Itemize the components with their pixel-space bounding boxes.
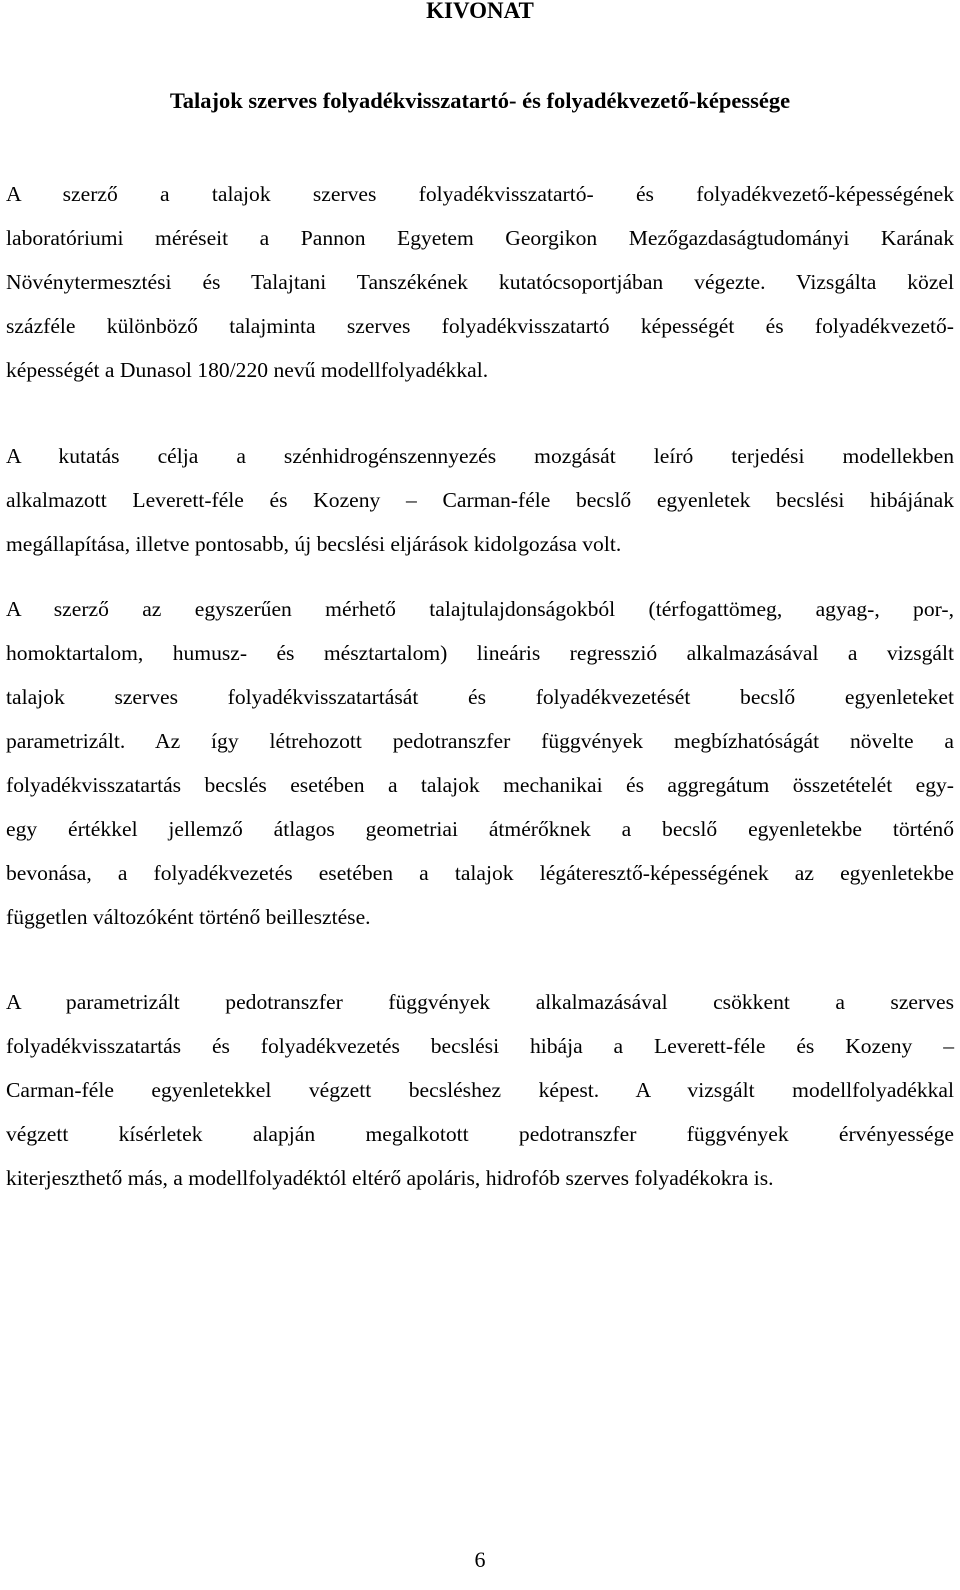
paragraph-3 <box>6 587 954 939</box>
page-number: 6 <box>474 1547 486 1572</box>
paragraph-line: megállapítása, illetve pontosabb, új becslési eljárások kidolgozása volt. <box>6 532 622 556</box>
paragraph-line: A szerző a talajok szerves folyadékvisszatartó- és folyadékvezető-képességének <box>6 182 954 206</box>
paragraph-line: egy értékkel jellemző átlagos geometriai átmérőknek a becslő egyenletekbe történő <box>6 817 954 841</box>
paragraph-line: A kutatás célja a szénhidrogénszennyezés mozgását leíró terjedési modellekben <box>6 444 954 468</box>
document-title: KIVONAT <box>426 0 534 23</box>
paragraph-line: bevonása, a folyadékvezetés esetében a talajok légáteresztő-képességének az egyenletekbe <box>6 861 954 885</box>
paragraph-line: százféle különböző talajminta szerves folyadékvisszatartó képességét és folyadékvezető- <box>6 314 954 338</box>
paragraph-line: Carman-féle egyenletekkel végzett becsléshez képest. A vizsgált modellfolyadékkal <box>6 1078 954 1102</box>
paragraph-line: parametrizált. Az így létrehozott pedotranszfer függvények megbízhatóságát növelte a <box>6 729 954 753</box>
paragraph-line: talajok szerves folyadékvisszatartását és folyadékvezetését becslő egyenleteket <box>6 685 954 709</box>
paragraph-line: kiterjeszthető más, a modellfolyadéktól eltérő apoláris, hidrofób szerves folyadékokra is. <box>6 1166 774 1190</box>
paragraph-2 <box>6 434 954 566</box>
paragraph-line: alkalmazott Leverett-féle és Kozeny – Carman-féle becslő egyenletek becslési hibájának <box>6 488 954 512</box>
paragraph-line: A szerző az egyszerűen mérhető talajtulajdonságokból (térfogattömeg, agyag-, por-, <box>6 597 954 621</box>
paragraph-line: független változóként történő beillesztése. <box>6 905 371 929</box>
paragraph-4 <box>6 980 954 1200</box>
paragraph-line: folyadékvisszatartás becslés esetében a talajok mechanikai és aggregátum összetételét egy- <box>6 773 954 797</box>
document-subtitle: Talajok szerves folyadékvisszatartó- és folyadékvezető-képessége <box>169 88 791 113</box>
paragraph-line: A parametrizált pedotranszfer függvények alkalmazásával csökkent a szerves <box>6 990 954 1014</box>
paragraph-line: folyadékvisszatartás és folyadékvezetés becslési hibája a Leverett-féle és Kozeny – <box>6 1034 954 1058</box>
paragraph-1 <box>6 172 954 392</box>
paragraph-line: Növénytermesztési és Talajtani Tanszékének kutatócsoportjában végezte. Vizsgálta közel <box>6 270 954 294</box>
paragraph-line: homoktartalom, humusz- és mésztartalom) lineáris regresszió alkalmazásával a vizsgált <box>6 641 954 665</box>
paragraph-line: laboratóriumi méréseit a Pannon Egyetem Georgikon Mezőgazdaságtudományi Karának <box>6 226 954 250</box>
paragraph-line: képességét a Dunasol 180/220 nevű modellfolyadékkal. <box>6 358 489 382</box>
paragraph-line: végzett kísérletek alapján megalkotott pedotranszfer függvények érvényessége <box>6 1122 954 1146</box>
